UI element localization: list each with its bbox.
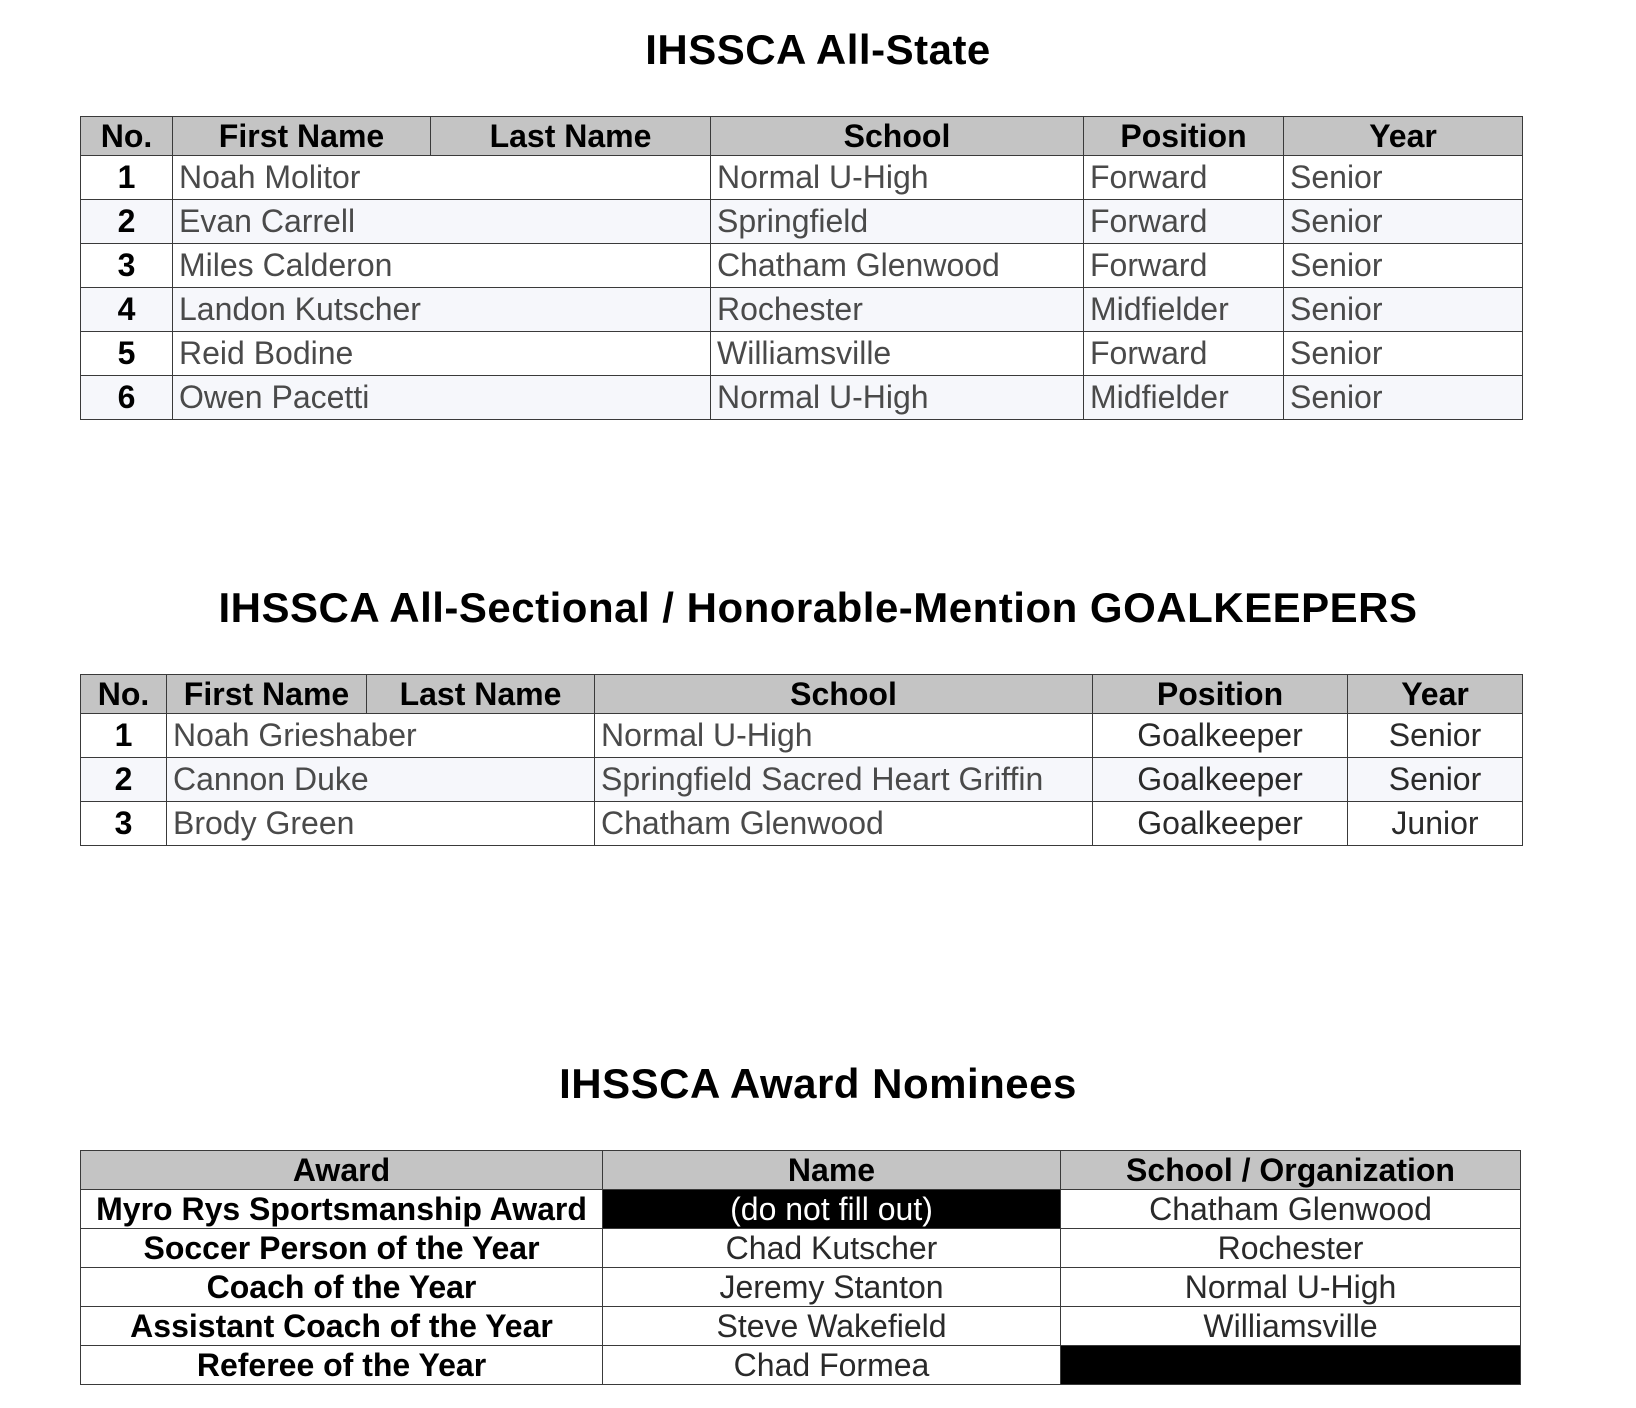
award-title: Myro Rys Sportsmanship Award — [81, 1190, 603, 1229]
table-row — [81, 1268, 1521, 1307]
player-name: Owen Pacetti — [173, 376, 711, 420]
player-name: Brody Green — [167, 802, 595, 846]
row-number: 2 — [81, 200, 173, 244]
player-school: Chatham Glenwood — [595, 802, 1093, 846]
player-position: Goalkeeper — [1093, 758, 1348, 802]
row-number: 3 — [81, 802, 167, 846]
row-number: 5 — [81, 332, 173, 376]
table-row — [81, 714, 1523, 758]
player-position: Goalkeeper — [1093, 802, 1348, 846]
table-row — [81, 1346, 1521, 1385]
player-year: Senior — [1284, 288, 1523, 332]
player-name: Cannon Duke — [167, 758, 595, 802]
table-row — [81, 1307, 1521, 1346]
player-position: Forward — [1084, 332, 1284, 376]
col-header-name: Name — [603, 1151, 1061, 1190]
player-year: Senior — [1348, 758, 1523, 802]
col-header-first-name: First Name — [167, 675, 367, 714]
row-number: 3 — [81, 244, 173, 288]
table-row — [81, 156, 1523, 200]
table-row — [81, 288, 1523, 332]
player-position: Forward — [1084, 244, 1284, 288]
row-number: 6 — [81, 376, 173, 420]
award-title: Soccer Person of the Year — [81, 1229, 603, 1268]
col-header-award: Award — [81, 1151, 603, 1190]
table-header-row — [81, 675, 1523, 714]
all-state-title: IHSSCA All-State — [645, 26, 991, 73]
award-title: Coach of the Year — [81, 1268, 603, 1307]
player-school: Normal U-High — [711, 156, 1084, 200]
player-school: Springfield Sacred Heart Griffin — [595, 758, 1093, 802]
player-name: Landon Kutscher — [173, 288, 711, 332]
player-position: Midfielder — [1084, 376, 1284, 420]
player-position: Goalkeeper — [1093, 714, 1348, 758]
player-school: Williamsville — [711, 332, 1084, 376]
player-year: Senior — [1284, 376, 1523, 420]
player-position: Forward — [1084, 156, 1284, 200]
col-header-school: School — [711, 117, 1084, 156]
nominee-school: Chatham Glenwood — [1061, 1190, 1521, 1229]
player-name: Miles Calderon — [173, 244, 711, 288]
nominee-name: Jeremy Stanton — [603, 1268, 1061, 1307]
player-school: Chatham Glenwood — [711, 244, 1084, 288]
table-row — [81, 376, 1523, 420]
player-school: Rochester — [711, 288, 1084, 332]
table-header-row — [81, 117, 1523, 156]
nominee-name: Chad Kutscher — [603, 1229, 1061, 1268]
player-name: Evan Carrell — [173, 200, 711, 244]
player-school: Normal U-High — [595, 714, 1093, 758]
col-header-no: No. — [81, 117, 173, 156]
player-year: Senior — [1284, 332, 1523, 376]
table-row — [81, 1190, 1521, 1229]
player-position: Midfielder — [1084, 288, 1284, 332]
table-row — [81, 200, 1523, 244]
awards-table — [80, 1150, 1521, 1385]
table-header-row — [81, 1151, 1521, 1190]
col-header-year: Year — [1284, 117, 1523, 156]
all-state-table — [80, 116, 1523, 420]
col-header-last-name: Last Name — [431, 117, 711, 156]
player-school: Springfield — [711, 200, 1084, 244]
player-year: Senior — [1284, 200, 1523, 244]
row-number: 1 — [81, 714, 167, 758]
col-header-school: School — [595, 675, 1093, 714]
row-number: 4 — [81, 288, 173, 332]
nominee-school: Normal U-High — [1061, 1268, 1521, 1307]
table-row — [81, 1229, 1521, 1268]
col-header-position: Position — [1084, 117, 1284, 156]
col-header-no: No. — [81, 675, 167, 714]
player-name: Noah Molitor — [173, 156, 711, 200]
col-header-first-name: First Name — [173, 117, 431, 156]
goalkeepers-table — [80, 674, 1523, 846]
table-row — [81, 332, 1523, 376]
table-row — [81, 758, 1523, 802]
row-number: 2 — [81, 758, 167, 802]
nominee-school: Williamsville — [1061, 1307, 1521, 1346]
nominee-name-blacked-out: (do not fill out) — [603, 1190, 1061, 1229]
player-name: Noah Grieshaber — [167, 714, 595, 758]
table-row — [81, 244, 1523, 288]
award-title: Referee of the Year — [81, 1346, 603, 1385]
col-header-year: Year — [1348, 675, 1523, 714]
table-row — [81, 802, 1523, 846]
player-name: Reid Bodine — [173, 332, 711, 376]
player-year: Senior — [1284, 156, 1523, 200]
player-school: Normal U-High — [711, 376, 1084, 420]
award-title: Assistant Coach of the Year — [81, 1307, 603, 1346]
col-header-last-name: Last Name — [367, 675, 595, 714]
nominee-name: Steve Wakefield — [603, 1307, 1061, 1346]
nominee-school: Rochester — [1061, 1229, 1521, 1268]
col-header-position: Position — [1093, 675, 1348, 714]
player-year: Senior — [1284, 244, 1523, 288]
player-position: Forward — [1084, 200, 1284, 244]
awards-title: IHSSCA Award Nominees — [559, 1060, 1077, 1107]
row-number: 1 — [81, 156, 173, 200]
goalkeepers-title: IHSSCA All-Sectional / Honorable-Mention GOALKEEPERS — [218, 584, 1418, 631]
player-year: Junior — [1348, 802, 1523, 846]
nominee-name: Chad Formea — [603, 1346, 1061, 1385]
col-header-school-organization: School / Organization — [1061, 1151, 1521, 1190]
nominee-school-blacked-out — [1061, 1346, 1521, 1385]
player-year: Senior — [1348, 714, 1523, 758]
